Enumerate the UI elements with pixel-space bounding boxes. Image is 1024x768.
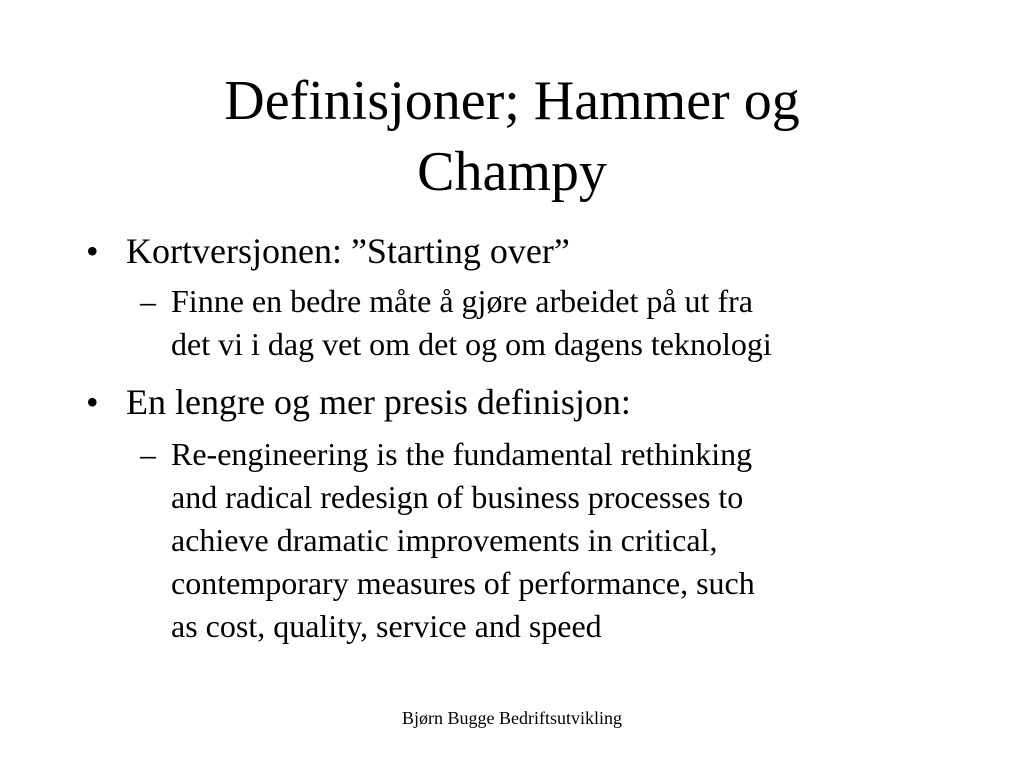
sub-bullet-text	[171, 433, 966, 648]
sub-bullet-line: det vi i dag vet om det og om dagens teknologi	[171, 326, 772, 362]
title-line: Definisjoner; Hammer og	[224, 70, 800, 132]
bullet-item	[86, 379, 966, 425]
slide-footer: Bjørn Bugge Bedriftsutvikling	[402, 708, 622, 728]
sub-bullet-line: achieve dramatic improvements in critical,	[171, 522, 718, 558]
bullet-text: En lengre og mer presis definisjon:	[126, 382, 631, 422]
sub-bullet-line: Re-engineering is the fundamental rethinking	[171, 436, 753, 472]
sub-bullet-line: Finne en bedre måte å gjøre arbeidet på ut fra	[171, 283, 753, 319]
sub-bullet-item	[140, 280, 966, 366]
slide-content	[86, 228, 966, 648]
slide-title	[0, 66, 1024, 208]
sub-bullet-marker: –	[140, 436, 156, 472]
sub-bullet-text	[171, 280, 966, 366]
bullet-marker: •	[86, 231, 99, 271]
sub-bullet-line: as cost, quality, service and speed	[171, 608, 602, 644]
sub-bullet-line: and radical redesign of business processes to	[171, 479, 744, 515]
title-line: Champy	[417, 141, 607, 203]
sub-bullet-line: contemporary measures of performance, such	[171, 565, 755, 601]
bullet-text: Kortversjonen: ”Starting over”	[126, 231, 570, 271]
sub-bullet-marker: –	[140, 283, 156, 319]
sub-bullet-item	[140, 433, 966, 648]
bullet-item	[86, 228, 966, 274]
bullet-marker: •	[86, 382, 99, 422]
